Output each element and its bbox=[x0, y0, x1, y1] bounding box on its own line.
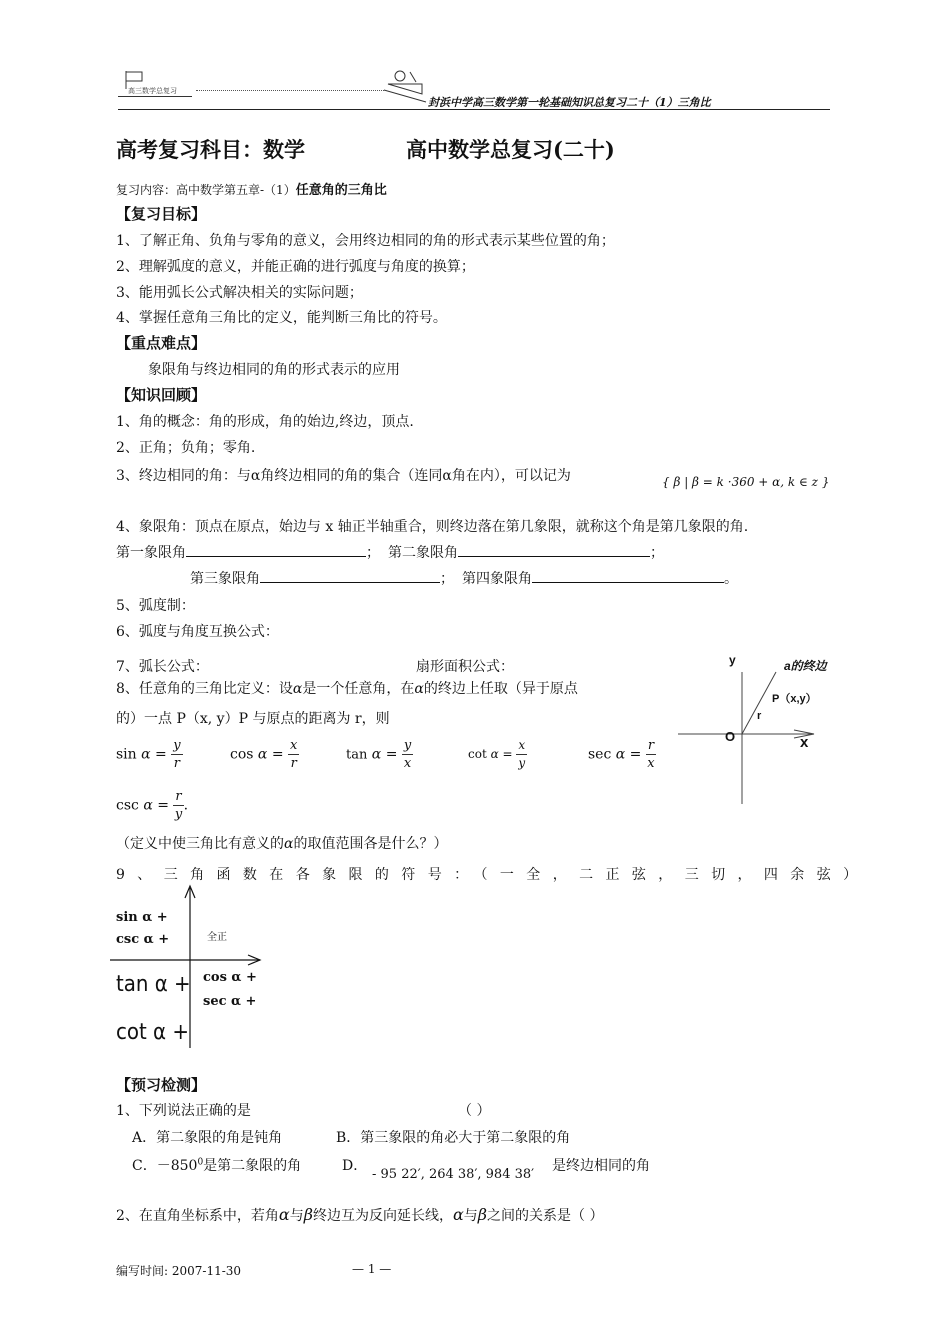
goal-4: 4、掌握任意角三角比的定义，能判断三角比的符号。 bbox=[116, 310, 447, 326]
numerator: x bbox=[516, 737, 527, 755]
knowledge-7b: 扇形面积公式： bbox=[416, 659, 514, 675]
fn-name: cot bbox=[468, 747, 487, 761]
quadrant-line-1 bbox=[116, 542, 664, 562]
coterminal-set-formula: { β | β = k ·360 + α, k ∈ z } bbox=[662, 475, 830, 489]
sign-q2-sin: sin α + bbox=[116, 910, 168, 925]
def-cot: cot α = $\frac{x}{y}$ bbox=[468, 738, 526, 770]
axis-y-label: y bbox=[729, 653, 736, 667]
def-tan: tan α = $\frac{y}{x}$ bbox=[346, 738, 412, 771]
q2-blank[interactable] bbox=[458, 542, 650, 557]
k8c: 的终边上任取（异于原点 bbox=[423, 681, 578, 697]
alpha: α bbox=[284, 836, 294, 852]
radius-label: r bbox=[757, 710, 762, 722]
terminal-side-label: a的终边 bbox=[784, 659, 827, 673]
denominator: x bbox=[647, 756, 655, 771]
header-badge-line bbox=[118, 96, 192, 97]
preview-q1: 1、下列说法正确的是 bbox=[116, 1103, 251, 1119]
k8b: 是一个任意角，在 bbox=[302, 681, 415, 697]
q2b: 与 bbox=[463, 1208, 478, 1224]
numerator: y bbox=[403, 738, 412, 753]
def-sin: sin α = $\frac{y}{r}$ bbox=[116, 738, 181, 771]
option-d-tail: 是终边相同的角 bbox=[552, 1158, 650, 1174]
quadrant-line-2 bbox=[190, 568, 738, 588]
q2a: 2、在直角坐标系中，若角 bbox=[116, 1208, 279, 1224]
q2c: 终边互为反向延长线， bbox=[312, 1208, 453, 1224]
q3-blank[interactable] bbox=[260, 568, 440, 583]
denominator: x bbox=[403, 756, 412, 771]
axis-x-label: x bbox=[800, 734, 809, 751]
note-a: （定义中使三角比有意义的 bbox=[116, 836, 284, 852]
header-running-title: 封浜中学高三数学第一轮基础知识总复习二十（1）三角比 bbox=[428, 96, 711, 109]
origin-label: O bbox=[725, 729, 736, 744]
numerator: r bbox=[175, 789, 182, 804]
review-label: 复习内容：高中数学第五章-（1） bbox=[116, 183, 296, 197]
q3-label: 第三象限角 bbox=[190, 571, 260, 587]
fn-name: sec bbox=[588, 746, 612, 763]
sign-q4-sec: sec α + bbox=[203, 994, 257, 1009]
degree-sup: 0 bbox=[197, 1157, 204, 1168]
note-b: 的取值范围各是什么？） bbox=[293, 836, 448, 852]
page-title-series: 高中数学总复习(二十) bbox=[406, 137, 615, 162]
numerator: r bbox=[647, 738, 655, 753]
numerator: x bbox=[290, 738, 298, 753]
def-csc: csc α = $\frac{r}{y}$ . bbox=[116, 789, 189, 822]
denominator: r bbox=[290, 756, 297, 771]
separator: ； bbox=[440, 571, 454, 587]
footer-page-number: — 1 — bbox=[352, 1262, 392, 1276]
q4-blank[interactable] bbox=[532, 568, 724, 583]
sign-q3-cot: cot α + bbox=[116, 1020, 189, 1045]
header-dotted-line bbox=[196, 90, 384, 91]
knowledge-4: 4、象限角：顶点在原点，始边与 x 轴正半轴重合，则终边落在第几象限，就称这个角是第几象限的角. bbox=[116, 519, 749, 535]
denominator: r bbox=[173, 756, 181, 771]
option-a: A．第二象限的角是钝角 bbox=[132, 1130, 283, 1146]
knowledge-2: 2、正角；负角；零角. bbox=[116, 440, 256, 456]
beta: β bbox=[477, 1205, 488, 1224]
q1-label: 第一象限角 bbox=[116, 545, 186, 561]
separator: ； bbox=[366, 545, 380, 561]
section-key-points: 【重点难点】 bbox=[116, 334, 207, 352]
knowledge-9: 9、三角函数在各象限的符号：（一全，二正弦，三切，四余弦） bbox=[116, 867, 870, 883]
sign-q3-tan: tan α + bbox=[116, 972, 191, 997]
alpha: α bbox=[452, 1205, 464, 1224]
section-knowledge: 【知识回顾】 bbox=[116, 386, 207, 404]
def-cos: cos α = $\frac{x}{r}$ bbox=[230, 738, 298, 771]
alpha: α bbox=[292, 681, 303, 697]
sign-q2-csc: csc α + bbox=[116, 932, 170, 947]
definition-note bbox=[116, 833, 447, 853]
knowledge-8 bbox=[116, 678, 578, 698]
key-point-text: 象限角与终边相同的角的形式表示的应用 bbox=[148, 362, 400, 378]
review-content bbox=[116, 179, 387, 198]
q1-blank[interactable] bbox=[186, 542, 366, 557]
denominator: y bbox=[174, 807, 183, 822]
denominator: y bbox=[518, 756, 526, 770]
q2-label: 第二象限角 bbox=[388, 545, 458, 561]
fn-name: tan bbox=[346, 747, 368, 763]
option-c-value: C．－850 bbox=[132, 1158, 198, 1174]
point-p-label: P（x,y） bbox=[772, 693, 817, 705]
fn-name: cos bbox=[230, 746, 254, 763]
q2d: 之间的关系是（ ） bbox=[487, 1208, 604, 1224]
goal-3: 3、能用弧长公式解决相关的实际问题； bbox=[116, 285, 363, 301]
knowledge-1: 1、角的概念：角的形成，角的始边,终边，顶点. bbox=[116, 414, 414, 430]
header-rule bbox=[118, 109, 830, 110]
option-c-tail: 是第二象限的角 bbox=[203, 1158, 302, 1174]
def-sec: sec α = $\frac{r}{x}$ bbox=[588, 738, 655, 771]
knowledge-5: 5、弧度制： bbox=[116, 598, 195, 614]
fn-name: csc bbox=[116, 797, 139, 814]
beta: β bbox=[303, 1205, 313, 1224]
sign-q1-all: 全正 bbox=[207, 932, 227, 943]
knowledge-8-cont: 的）一点 P（x, y）P 与原点的距离为 r，则 bbox=[116, 711, 390, 727]
page-title-subject: 高考复习科目：数学 bbox=[116, 137, 305, 162]
knowledge-6: 6、弧度与角度互换公式： bbox=[116, 624, 279, 640]
preview-q2 bbox=[116, 1205, 604, 1225]
sign-q4-cos: cos α + bbox=[203, 970, 257, 985]
option-d-math: - 95 22′, 264 38′, 984 38′ bbox=[372, 1167, 535, 1182]
alpha: α bbox=[414, 681, 424, 697]
option-b: B．第三象限的角必大于第二象限的角 bbox=[336, 1130, 571, 1146]
k8a: 8、任意角的三角比定义：设 bbox=[116, 681, 293, 697]
header-badge: 高三数学总复习 bbox=[128, 87, 177, 95]
goal-2: 2、理解弧度的意义，并能正确的进行弧度与角度的换算； bbox=[116, 259, 475, 275]
section-preview: 【预习检测】 bbox=[116, 1076, 207, 1094]
q4-label: 第四象限角 bbox=[462, 571, 532, 587]
terminal-side-diagram bbox=[676, 650, 836, 814]
option-c bbox=[132, 1155, 301, 1175]
knowledge-7a: 7、弧长公式： bbox=[116, 659, 209, 675]
option-d: D． bbox=[342, 1158, 368, 1174]
knowledge-3: 3、终边相同的角：与α角终边相同的角的集合（连同α角在内），可以记为 bbox=[116, 468, 571, 484]
goal-1: 1、了解正角、负角与零角的意义，会用终边相同的角的形式表示某些位置的角； bbox=[116, 233, 615, 249]
fn-name: sin bbox=[116, 746, 137, 763]
footer-written-time: 编写时间: 2007-11-30 bbox=[116, 1264, 242, 1278]
period: 。 bbox=[724, 571, 738, 587]
section-goals: 【复习目标】 bbox=[116, 205, 207, 223]
preview-q1-answer[interactable]: （ ） bbox=[458, 1103, 491, 1119]
alpha: α bbox=[278, 1205, 290, 1224]
header-ruler-icon bbox=[382, 68, 430, 108]
numerator: y bbox=[173, 738, 181, 753]
period: . bbox=[183, 797, 189, 814]
separator: ； bbox=[650, 545, 664, 561]
q2b: 与 bbox=[289, 1208, 304, 1224]
review-topic: 任意角的三角比 bbox=[295, 183, 387, 198]
